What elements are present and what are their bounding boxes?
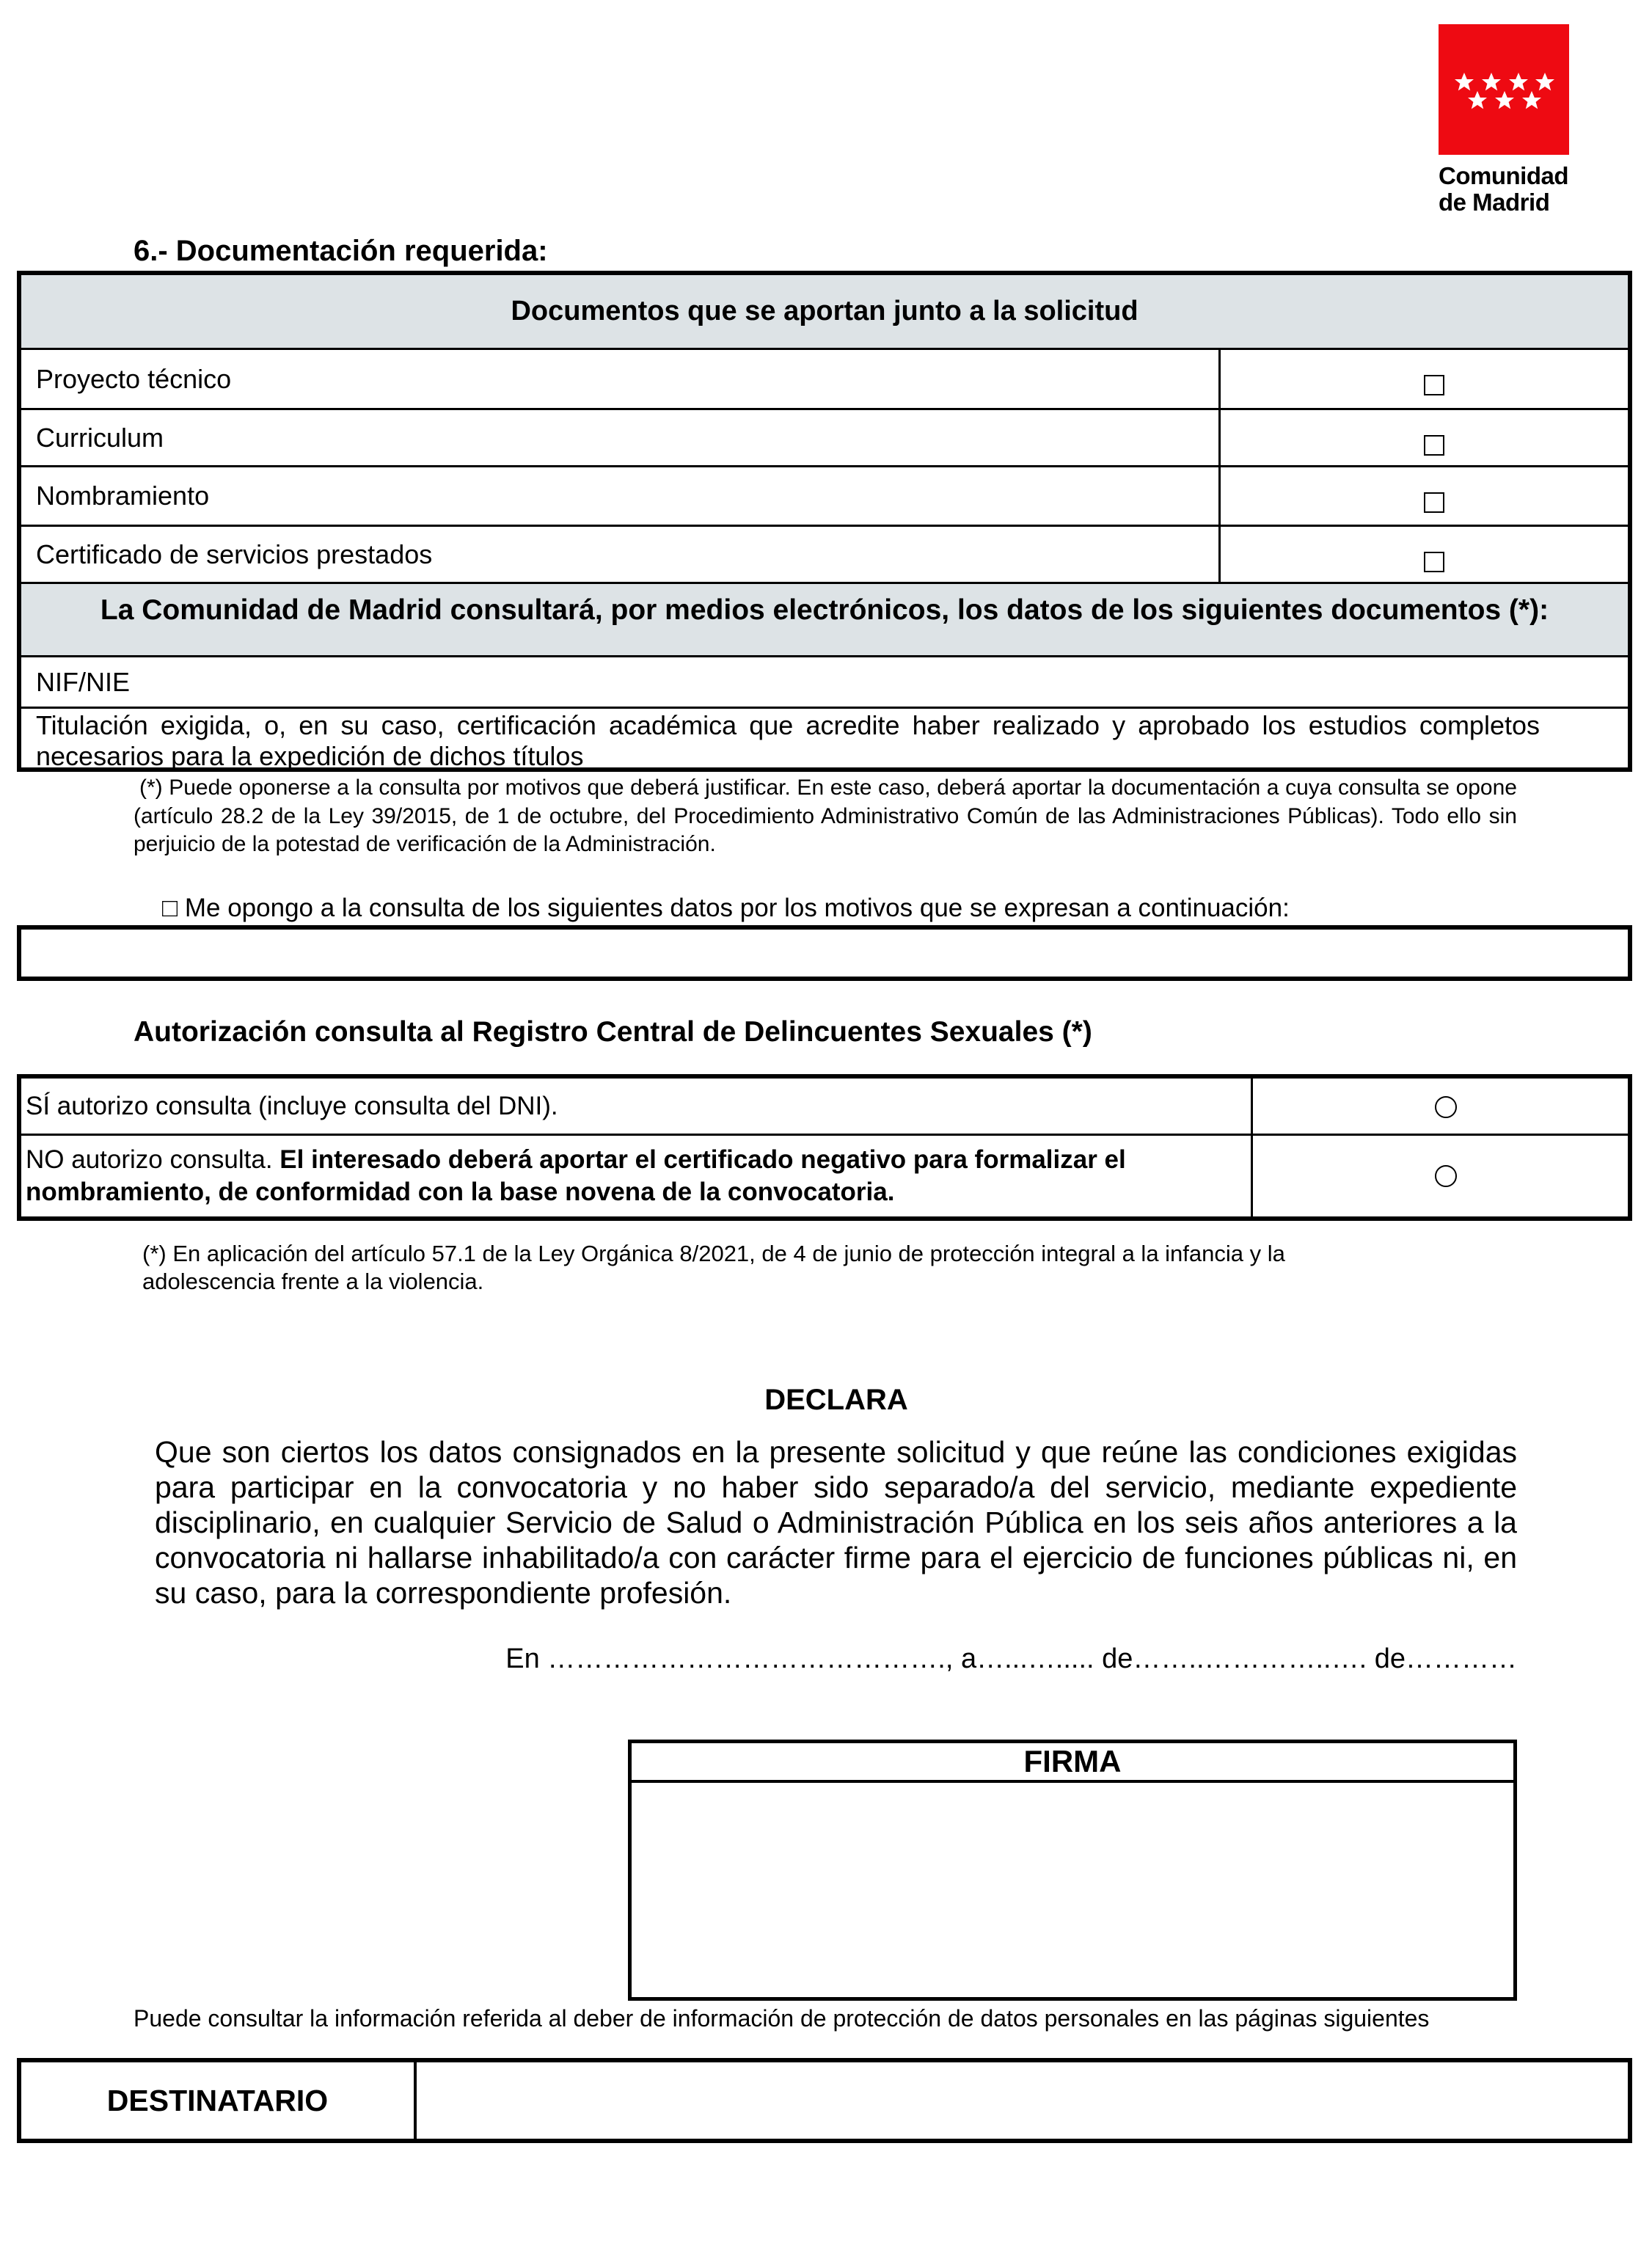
document-row [21,467,1628,527]
registry-no-bold: El interesado deberá aportar el certificado negativo para formalizar el nombramiento, de conformidad con la base novena de la convocatoria. [26,1145,1126,1206]
document-label: Certificado de servicios prestados [36,539,433,569]
registry-no-label [21,1144,1628,1208]
documents-header: Documentos que se aportan junto a la solicitud [21,275,1628,350]
registry-title: Autorización consulta al Registro Central de Delincuentes Sexuales (*) [134,1016,1092,1048]
documents-table [17,271,1632,772]
document-row [21,350,1628,410]
declara-title: DECLARA [764,1384,908,1416]
consult-row [21,709,1628,772]
consult-row [21,657,1628,709]
registry-yes-radio[interactable] [1435,1096,1457,1118]
document-checkbox[interactable] [1424,375,1444,395]
registry-no-row [21,1136,1628,1216]
destinatario-box [17,2058,1632,2143]
registry-table [17,1074,1632,1221]
document-checkbox[interactable] [1424,492,1444,513]
consult-label: Titulación exigida, o, en su caso, certificación académica que acredite haber realizado y aprobado los estudios completos necesarios para la expedición de dichos títulos [36,710,1540,771]
stars-icon [1439,24,1569,155]
declara-text: Que son ciertos los datos consignados en la presente solicitud y que reúne las condiciones exigidas para participar en la convocatoria y no haber sido separado/a del servicio, mediante expediente disciplinario, en cualquier Servicio de Salud o Administración Pública en los seis años anteriores a la convocatoria ni hallarse inhabilitado/a con carácter firme para el ejercicio de funciones públicas ni, en su caso, para la correspondiente profesión. [155,1435,1517,1610]
document-row [21,527,1628,584]
comunidad-madrid-logo [1439,24,1569,155]
footnote-oppose: (*) Puede oponerse a la consulta por motivos que deberá justificar. En este caso, deberá aportar la documentación a cuya consulta se opone (artículo 28.2 de la Ley 39/2015, de 1 de octubre, del Procedimiento Administrativo Común de las Administraciones Públicas). Todo ello sin perjuicio de la potestad de verificación de la Administración. [134,776,1517,856]
registry-yes-label: SÍ autorizo consulta (incluye consulta del DNI). [26,1091,558,1120]
logo-text [1439,163,1568,216]
signature-label: FIRMA [632,1743,1513,1783]
destinatario-label: DESTINATARIO [21,2062,417,2139]
signature-box[interactable] [628,1740,1517,2001]
document-label: Proyecto técnico [36,363,232,394]
document-label: Curriculum [36,422,164,453]
logo-line1: Comunidad [1439,162,1568,189]
registry-no-radio[interactable] [1435,1165,1457,1187]
privacy-note: Puede consultar la información referida al deber de información de protección de datos personales en las páginas siguientes [134,2005,1430,2032]
consult-label: NIF/NIE [36,666,131,697]
consult-header: La Comunidad de Madrid consultará, por medios electrónicos, los datos de los siguientes documentos (*): [21,584,1628,657]
document-checkbox[interactable] [1424,435,1444,456]
oppose-label: Me opongo a la consulta de los siguientes datos por los motivos que se expresan a continuación: [184,894,1290,922]
oppose-reasons-field[interactable] [17,925,1632,981]
document-label: Nombramiento [36,481,210,511]
oppose-checkbox[interactable]: □ [162,894,178,922]
registry-yes-row [21,1079,1628,1136]
document-checkbox[interactable] [1424,552,1444,572]
section-title: 6.- Documentación requerida: [134,235,548,267]
oppose-option[interactable] [162,894,1290,923]
logo-line2: de Madrid [1439,189,1550,216]
place-date-line[interactable]: En ……………………………………., a…...…..... de……..…………..…. de………… [505,1643,1517,1674]
document-row [21,410,1628,467]
registry-footnote: (*) En aplicación del artículo 57.1 de la Ley Orgánica 8/2021, de 4 de junio de protección integral a la infancia y la adolescencia frente a la violencia. [142,1241,1285,1294]
registry-no-prefix: NO autorizo consulta. [26,1145,280,1174]
destinatario-field[interactable] [417,2062,1628,2139]
